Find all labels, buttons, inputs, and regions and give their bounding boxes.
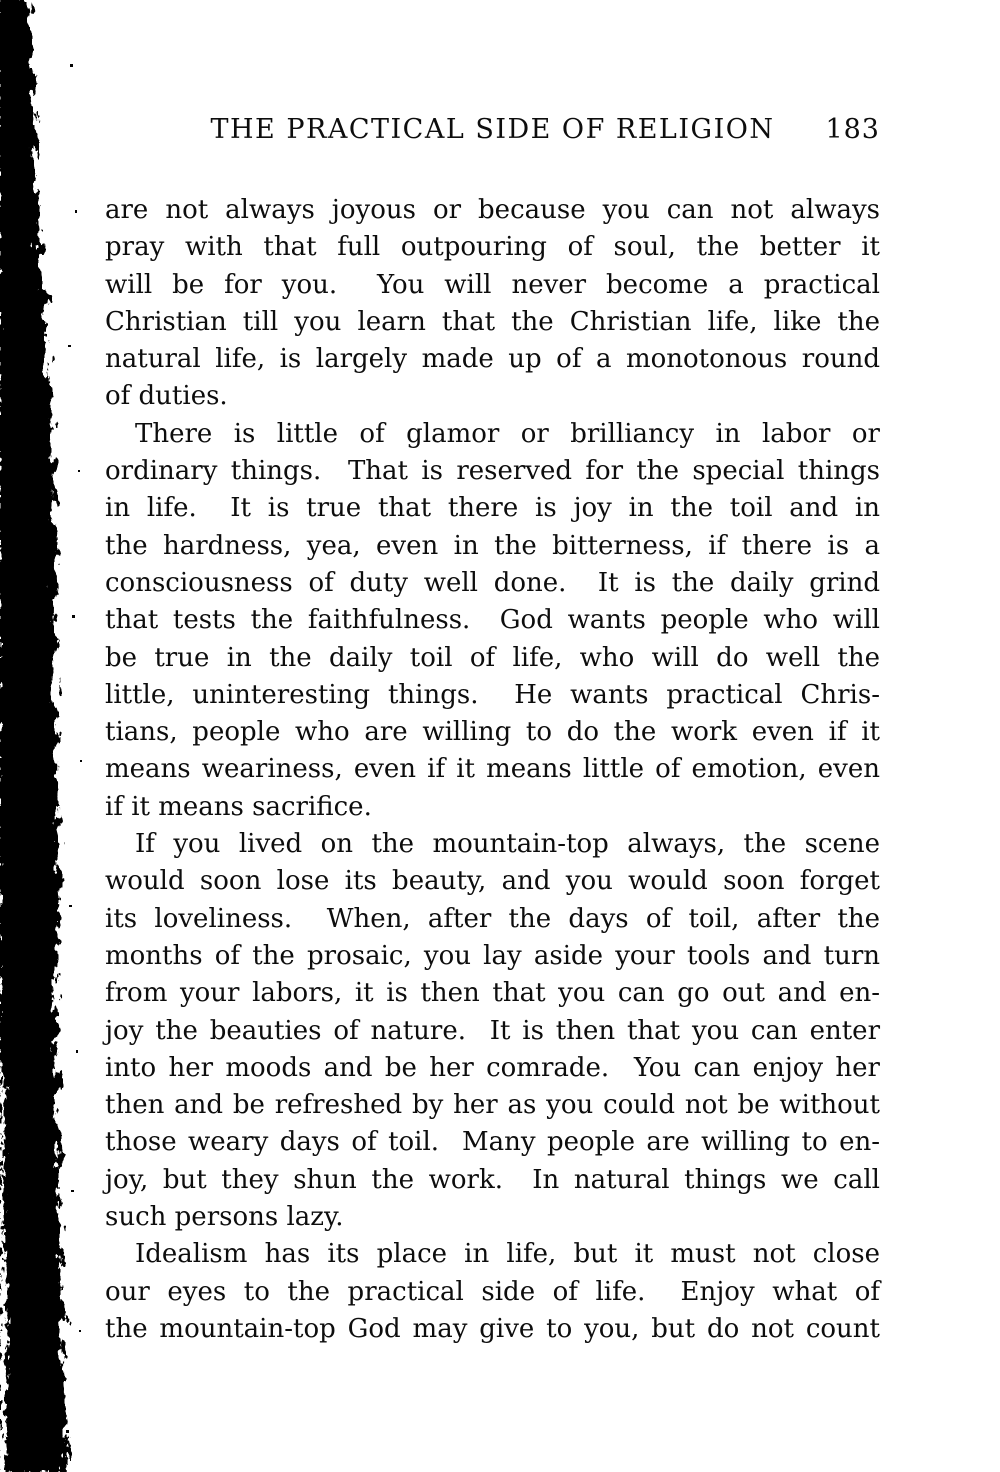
text-line: ordinary things. That is reserved for the special things xyxy=(105,456,880,487)
text-line: the mountain-top God may give to you, but do not count xyxy=(105,1313,880,1344)
text-line: natural life, is largely made up of a monotonous round xyxy=(105,344,880,375)
text-line: into her moods and be her comrade. You can enjoy her xyxy=(105,1052,880,1083)
text-line: little, uninteresting things. He wants practical Chris- xyxy=(105,679,880,710)
text-line: tians, people who are willing to do the work even if it xyxy=(105,717,880,748)
text-line: its loveliness. When, after the days of toil, after the xyxy=(105,903,880,934)
text-line: our eyes to the practical side of life. Enjoy what of xyxy=(105,1276,880,1307)
text-line: means weariness, even if it means little of emotion, even xyxy=(105,754,880,785)
text-line: then and be refreshed by her as you could not be without xyxy=(105,1090,880,1121)
scan-edge-svg xyxy=(0,0,110,1472)
text-line: There is little of glamor or brilliancy in labor or xyxy=(135,418,880,449)
page-number: 183 xyxy=(825,114,880,145)
text-line: that tests the faithfulness. God wants people who will xyxy=(105,605,880,636)
text-line: of duties. xyxy=(105,381,228,412)
text-line: pray with that full outpouring of soul, the better it xyxy=(105,232,880,263)
running-title: THE PRACTICAL SIDE OF RELIGION xyxy=(210,114,775,145)
text-line: Christian till you learn that the Christian life, like the xyxy=(105,306,880,337)
text-line: if it means sacrifice. xyxy=(105,791,372,822)
text-line: be true in the daily toil of life, who will do well the xyxy=(105,642,880,673)
page-header xyxy=(105,112,880,148)
text-line: If you lived on the mountain-top always, the scene xyxy=(135,829,880,860)
text-line: Idealism has its place in life, but it must not close xyxy=(135,1239,880,1270)
text-line: would soon lose its beauty, and you would soon forget xyxy=(105,866,880,897)
text-line: such persons lazy. xyxy=(105,1202,344,1233)
scan-edge-artifact xyxy=(0,0,110,1472)
text-line: joy, but they shun the work. In natural things we call xyxy=(105,1164,880,1195)
text-line: those weary days of toil. Many people are willing to en- xyxy=(105,1127,880,1158)
text-line: joy the beauties of nature. It is then that you can enter xyxy=(105,1015,880,1046)
text-line: are not always joyous or because you can not always xyxy=(105,195,880,225)
text-line: from your labors, it is then that you can go out and en- xyxy=(105,978,880,1009)
text-line: consciousness of duty well done. It is the daily grind xyxy=(105,567,880,598)
text-line: the hardness, yea, even in the bitterness, if there is a xyxy=(105,530,880,561)
body-text xyxy=(105,192,880,1348)
text-line: in life. It is true that there is joy in the toil and in xyxy=(105,493,880,524)
text-line: will be for you. You will never become a practical xyxy=(105,269,880,300)
text-line: months of the prosaic, you lay aside your tools and turn xyxy=(105,940,880,971)
page-content xyxy=(105,112,880,1348)
